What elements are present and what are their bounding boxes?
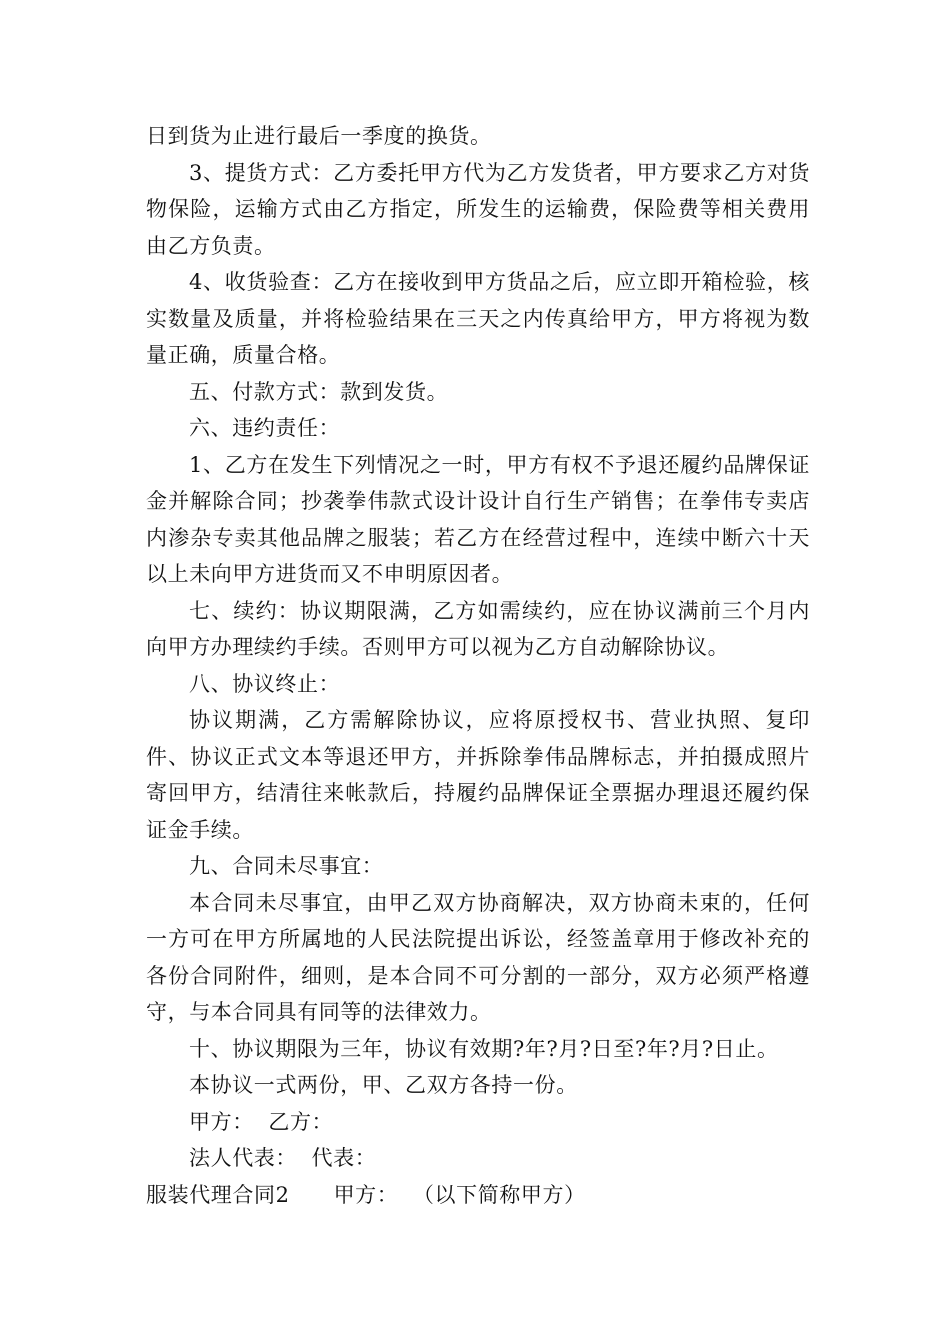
next-contract-line — [146, 1177, 810, 1214]
next-contract-party: 甲方： （以下简称甲方） — [333, 1182, 586, 1207]
paragraph-agreement-period: 十、协议期限为三年，协议有效期?年?月?日至?年?月?日止。 — [189, 1036, 779, 1061]
heading-breach-liability: 六、违约责任： — [189, 416, 341, 440]
paragraph-copies: 本协议一式两份，甲、乙双方各持一份。 — [189, 1073, 578, 1097]
paragraph-payment-method: 五、付款方式：款到发货。 — [189, 379, 449, 404]
paragraph-renewal: 七、续约：协议期限满，乙方如需续约，应在协议满前三个月内向甲方办理续约手续。否则甲方可以视为乙方自动解除协议。 — [146, 598, 810, 659]
paragraph-receipt-inspection: 4、收货验查：乙方在接收到甲方货品之后，应立即开箱检验，核实数量及质量，并将检验结果在三天之内传真给甲方，甲方将视为数量正确，质量合格。 — [146, 270, 810, 367]
paragraph-delivery-method: 3、提货方式：乙方委托甲方代为乙方发货者，甲方要求乙方对货物保险，运输方式由乙方指定，所发生的运输费，保险费等相关费用由乙方负责。 — [146, 160, 810, 258]
paragraph-breach-terms: 1、乙方在发生下列情况之一时，甲方有权不予退还履约品牌保证金并解除合同；抄袭拳伟款式设计设计自行生产销售；在拳伟专卖店内渗杂专卖其他品牌之服装；若乙方在经营过程中，连续中断六十天以上未向甲方进货而又不申明原因者。 — [146, 452, 810, 586]
signature-parties: 甲方： 乙方： — [189, 1109, 334, 1134]
document-body — [146, 118, 810, 1213]
paragraph-termination-terms: 协议期满，乙方需解除协议，应将原授权书、营业执照、复印件、协议正式文本等退还甲方，并拆除拳伟品牌标志，并拍摄成照片寄回甲方，结清往来帐款后，持履约品牌保证全票据办理退还履约保证金手续。 — [146, 708, 810, 842]
paragraph-unresolved-terms: 本合同未尽事宜，由甲乙双方协商解决，双方协商未束的，任何一方可在甲方所属地的人民法院提出诉讼，经签盖章用于修改补充的各份合同附件，细则，是本合同不可分割的一部分，双方必须严格遵守，与本合同具有同等的法律效力。 — [146, 890, 810, 1024]
signature-representatives: 法人代表： 代表： — [189, 1146, 377, 1170]
paragraph-continuation: 日到货为止进行最后一季度的换货。 — [146, 124, 492, 148]
heading-unresolved-matters: 九、合同未尽事宜： — [189, 854, 384, 878]
heading-termination: 八、协议终止： — [189, 671, 341, 696]
next-contract-title: 服装代理合同2 — [146, 1182, 290, 1207]
